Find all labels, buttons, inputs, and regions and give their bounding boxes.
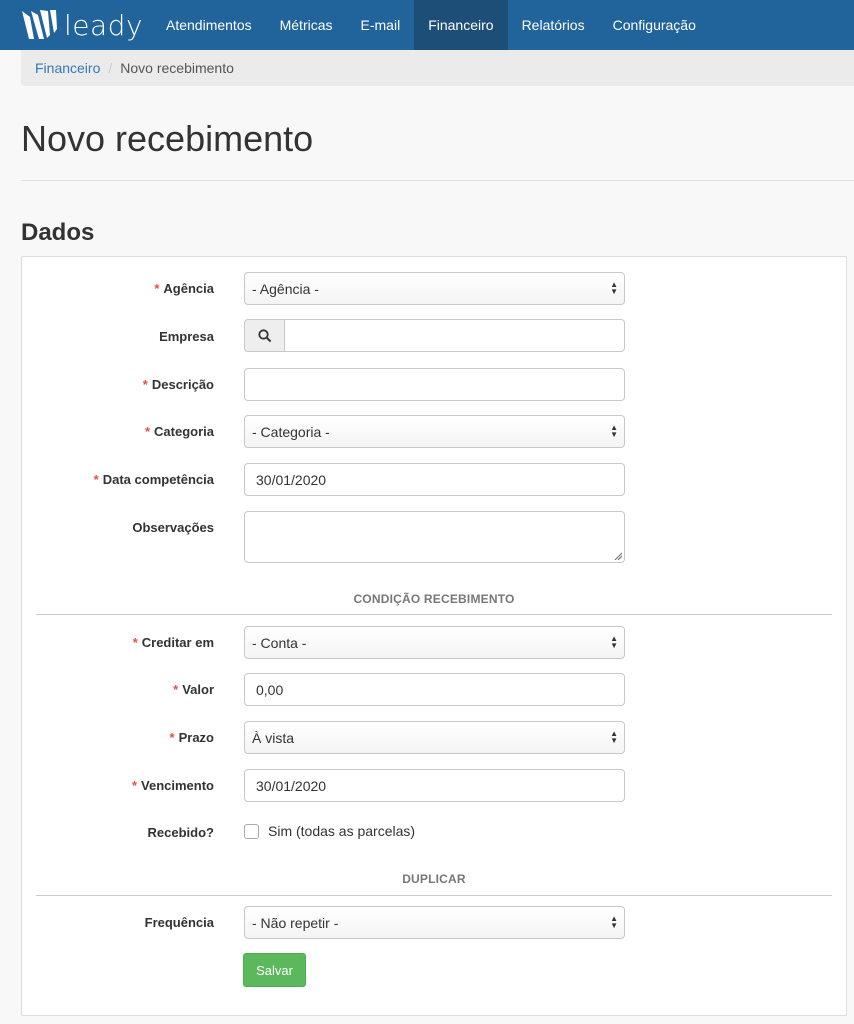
observacoes-label: Observações bbox=[132, 520, 214, 535]
breadcrumb bbox=[21, 50, 854, 86]
search-icon bbox=[244, 319, 284, 352]
observacoes-textarea[interactable] bbox=[244, 511, 625, 563]
prazo-select[interactable] bbox=[244, 721, 625, 754]
section-title-dados: Dados bbox=[21, 219, 95, 246]
nav-item-financeiro[interactable]: Financeiro bbox=[414, 0, 507, 50]
prazo-label: * Prazo bbox=[169, 730, 214, 745]
creditar-em-select[interactable] bbox=[244, 626, 625, 659]
top-navbar bbox=[0, 0, 854, 50]
recebido-label: Recebido? bbox=[147, 825, 214, 840]
main-menu bbox=[152, 0, 710, 50]
vencimento-label: * Vencimento bbox=[131, 778, 214, 793]
descricao-label: * Descrição bbox=[142, 377, 214, 392]
title-divider bbox=[21, 180, 854, 181]
brand-logo[interactable] bbox=[0, 0, 152, 50]
recebido-checkbox-group[interactable] bbox=[244, 823, 415, 839]
frequencia-selected-value: - Não repetir - bbox=[252, 914, 339, 931]
select-arrows-icon: ▲ ▼ bbox=[610, 280, 618, 296]
vencimento-input[interactable]: 30/01/2020 bbox=[244, 769, 625, 802]
categoria-selected-value: - Categoria - bbox=[252, 423, 330, 440]
empresa-label: Empresa bbox=[159, 329, 214, 344]
condicao-recebimento-heading: CONDIÇÃO RECEBIMENTO bbox=[353, 592, 515, 606]
valor-label: * Valor bbox=[173, 682, 214, 697]
agencia-selected-value: - Agência - bbox=[252, 280, 319, 297]
nav-item-configuracao[interactable]: Configuração bbox=[612, 17, 696, 33]
save-button[interactable]: Salvar bbox=[243, 953, 306, 987]
descricao-input[interactable] bbox=[244, 368, 625, 401]
nav-item-email[interactable]: E-mail bbox=[360, 17, 401, 33]
empresa-search-group bbox=[244, 319, 625, 352]
required-mark: * bbox=[132, 635, 138, 650]
select-arrows-icon: ▲ ▼ bbox=[610, 423, 618, 439]
select-arrows-icon: ▲ ▼ bbox=[610, 914, 618, 930]
required-mark: * bbox=[173, 682, 179, 697]
required-mark: * bbox=[169, 730, 175, 745]
required-mark: * bbox=[93, 472, 99, 487]
required-mark: * bbox=[142, 377, 148, 392]
empresa-input[interactable] bbox=[284, 319, 625, 352]
frequencia-select[interactable] bbox=[244, 906, 625, 939]
select-arrows-icon: ▲ ▼ bbox=[610, 634, 618, 650]
categoria-select[interactable] bbox=[244, 415, 625, 448]
frequencia-label: Frequência bbox=[144, 915, 214, 930]
nav-item-metricas[interactable]: Métricas bbox=[279, 17, 333, 33]
resize-handle-icon[interactable] bbox=[614, 552, 622, 560]
duplicar-divider bbox=[36, 895, 832, 896]
data-competencia-input[interactable]: 30/01/2020 bbox=[244, 463, 625, 496]
condicao-divider bbox=[36, 614, 832, 615]
recebido-option-label: Sim (todas as parcelas) bbox=[268, 823, 416, 839]
required-mark: * bbox=[144, 424, 151, 439]
form-panel bbox=[21, 256, 847, 1016]
breadcrumb-current: Novo recebimento bbox=[120, 60, 234, 76]
breadcrumb-financeiro-link[interactable]: Financeiro bbox=[35, 60, 101, 76]
leady-logo-icon bbox=[20, 7, 60, 43]
agencia-select[interactable] bbox=[244, 272, 625, 305]
creditar-em-label: * Creditar em bbox=[132, 635, 214, 650]
nav-item-relatorios[interactable]: Relatórios bbox=[521, 17, 585, 33]
recebido-checkbox[interactable] bbox=[244, 824, 259, 839]
creditar-em-selected-value: - Conta - bbox=[252, 634, 307, 651]
categoria-label: * Categoria bbox=[144, 424, 214, 439]
required-mark: * bbox=[154, 281, 160, 296]
data-competencia-label: * Data competência bbox=[93, 472, 214, 487]
required-mark: * bbox=[131, 778, 138, 793]
brand-name: leady bbox=[64, 8, 144, 42]
valor-input[interactable]: 0,00 bbox=[244, 673, 625, 706]
page-title: Novo recebimento bbox=[21, 118, 314, 159]
prazo-selected-value: À vista bbox=[252, 729, 295, 746]
nav-item-atendimentos[interactable]: Atendimentos bbox=[166, 17, 252, 33]
duplicar-heading: DUPLICAR bbox=[402, 872, 466, 886]
agencia-label: * Agência bbox=[154, 281, 214, 296]
breadcrumb-separator: / bbox=[108, 60, 113, 76]
select-arrows-icon: ▲ ▼ bbox=[610, 729, 618, 745]
